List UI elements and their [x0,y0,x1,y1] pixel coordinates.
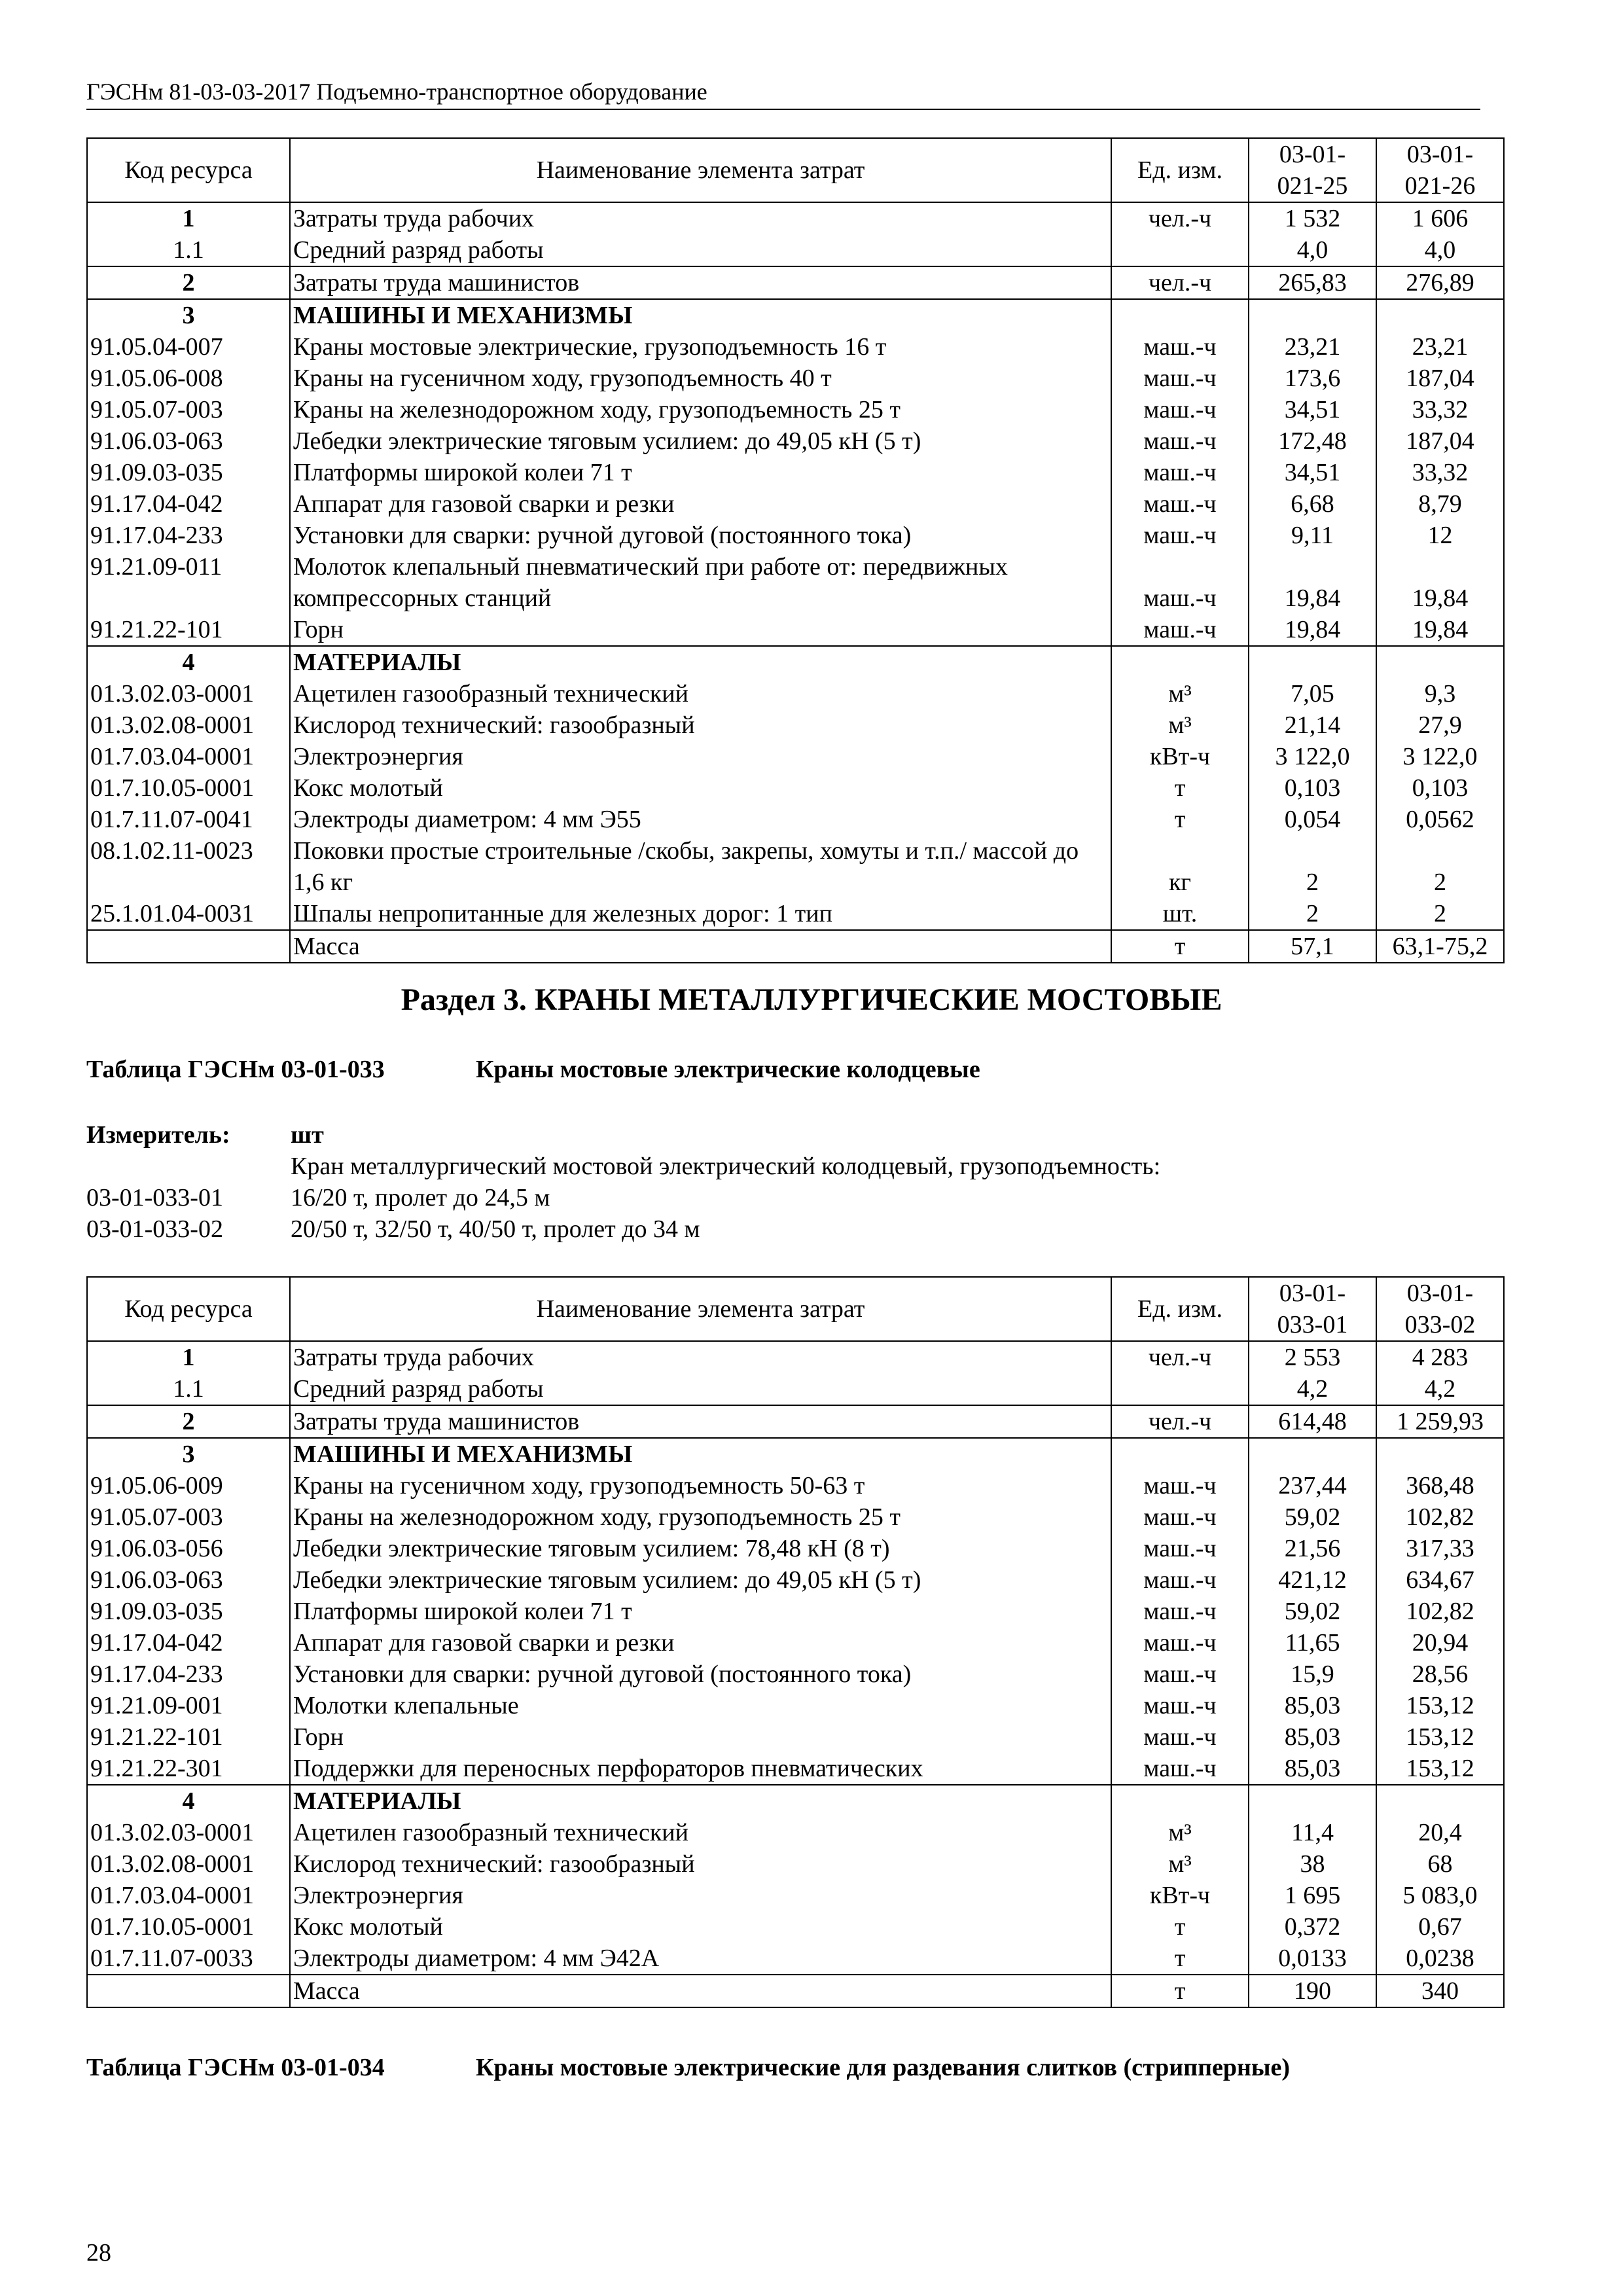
cell-name: Электроэнергия [290,1880,1111,1911]
cell-name: Поковки простые строительные /скобы, закрепы, хомуты и т.п./ массой до 1,6 кг [290,835,1111,898]
cell-name: Средний разряд работы [290,1373,1111,1405]
cell-code: 91.21.09-001 [87,1690,290,1721]
cell-unit: кВт-ч [1111,741,1249,772]
cell-value: 85,03 [1249,1721,1376,1753]
table-row [87,488,1504,520]
table-row [87,1373,1504,1405]
cell-value: 38 [1249,1848,1376,1880]
cell-value: 0,67 [1376,1911,1504,1943]
cell-name: Лебедки электрические тяговым усилием: до 49,05 кН (5 т) [290,425,1111,457]
cell-value: 0,054 [1249,804,1376,835]
cell-value: 11,4 [1249,1817,1376,1848]
cell-value [1376,299,1504,331]
cell-name: Поддержки для переносных перфораторов пневматических [290,1753,1111,1785]
cell-unit: маш.-ч [1111,488,1249,520]
cell-value: 21,14 [1249,709,1376,741]
cell-value [1249,1785,1376,1817]
cell-value: 7,05 [1249,678,1376,709]
cell-value: 0,372 [1249,1911,1376,1943]
cell-code: 91.17.04-042 [87,488,290,520]
cell-name: Кокс молотый [290,772,1111,804]
cell-code: 08.1.02.11-0023 [87,835,290,898]
cell-value: 187,04 [1376,363,1504,394]
header-name: Наименование элемента затрат [290,138,1111,202]
table-row [87,363,1504,394]
cell-unit: м³ [1111,709,1249,741]
cell-value [1249,646,1376,678]
table-row [87,1627,1504,1659]
cell-value: 0,0238 [1376,1943,1504,1975]
cell-code: 3 [87,299,290,331]
cell-code: 91.21.22-301 [87,1753,290,1785]
cell-name: Установки для сварки: ручной дуговой (постоянного тока) [290,520,1111,551]
cell-name: Аппарат для газовой сварки и резки [290,1627,1111,1659]
cell-value: 19,84 [1249,614,1376,646]
cell-code [87,1975,290,2007]
resource-table-033 [86,1276,1505,2008]
cell-name: МАТЕРИАЛЫ [290,1785,1111,1817]
table-row [87,1405,1504,1438]
cell-name: Масса [290,930,1111,963]
cell-code: 3 [87,1438,290,1470]
cell-code: 91.05.06-009 [87,1470,290,1501]
table-row [87,741,1504,772]
cell-unit [1111,234,1249,266]
table-caption-033 [86,1054,980,1085]
cell-code: 91.05.07-003 [87,1501,290,1533]
cell-name: Лебедки электрические тяговым усилием: до 49,05 кН (5 т) [290,1564,1111,1596]
cell-code: 01.3.02.08-0001 [87,709,290,741]
cell-unit: чел.-ч [1111,202,1249,234]
table-row [87,1533,1504,1564]
cell-unit [1111,1373,1249,1405]
cell-value: 19,84 [1249,551,1376,614]
table-caption-034 [86,2052,1290,2083]
cell-code: 91.09.03-035 [87,1596,290,1627]
cell-value: 6,68 [1249,488,1376,520]
header-norm-2 [1376,138,1504,202]
cell-name: Шпалы непропитанные для железных дорог: 1 тип [290,898,1111,930]
mass-row [87,930,1504,963]
cell-value: 153,12 [1376,1690,1504,1721]
cell-value: 21,56 [1249,1533,1376,1564]
cell-value [1249,299,1376,331]
cell-value: 3 122,0 [1376,741,1504,772]
header-norm-line: 03-01- [1279,141,1346,168]
cell-value: 85,03 [1249,1753,1376,1785]
header-norm-2 [1376,1277,1504,1341]
measure-unit: шт [291,1121,324,1149]
header-norm-line: 03-01- [1406,1280,1474,1307]
section-row [87,1438,1504,1470]
cell-value: 59,02 [1249,1501,1376,1533]
cell-unit: маш.-ч [1111,614,1249,646]
cell-value [1376,1438,1504,1470]
cell-unit: т [1111,930,1249,963]
measure-block [86,1119,1160,1245]
cell-unit [1111,1785,1249,1817]
section-row [87,1785,1504,1817]
cell-unit: маш.-ч [1111,1659,1249,1690]
section-row [87,646,1504,678]
cell-code: 1 [87,1341,290,1373]
cell-name: Молоток клепальный пневматический при работе от: передвижных компрессорных станций [290,551,1111,614]
cell-unit: маш.-ч [1111,1627,1249,1659]
cell-name: Кислород технический: газообразный [290,1848,1111,1880]
cell-value: 1 695 [1249,1880,1376,1911]
table-row [87,1659,1504,1690]
cell-unit: маш.-ч [1111,520,1249,551]
cell-unit: т [1111,1975,1249,2007]
table-row [87,1501,1504,1533]
cell-value: 3 122,0 [1249,741,1376,772]
cell-value: 9,11 [1249,520,1376,551]
header-code: Код ресурса [87,138,290,202]
cell-value: 34,51 [1249,394,1376,425]
cell-value: 1 532 [1249,202,1376,234]
table-row [87,804,1504,835]
cell-unit: маш.-ч [1111,425,1249,457]
table-row [87,1753,1504,1785]
table-row [87,614,1504,646]
cell-value: 421,12 [1249,1564,1376,1596]
cell-value: 59,02 [1249,1596,1376,1627]
cell-value: 614,48 [1249,1405,1376,1438]
cell-code: 1 [87,202,290,234]
cell-unit: маш.-ч [1111,1596,1249,1627]
cell-code: 01.7.10.05-0001 [87,1911,290,1943]
cell-code: 91.17.04-233 [87,1659,290,1690]
cell-code: 01.7.03.04-0001 [87,1880,290,1911]
cell-name: Кокс молотый [290,1911,1111,1943]
cell-code: 01.3.02.03-0001 [87,678,290,709]
cell-name: Краны на гусеничном ходу, грузоподъемность 50-63 т [290,1470,1111,1501]
table-row [87,709,1504,741]
cell-value: 0,103 [1249,772,1376,804]
cell-value: 1 606 [1376,202,1504,234]
cell-code: 91.06.03-056 [87,1533,290,1564]
cell-value: 0,103 [1376,772,1504,804]
cell-value: 12 [1376,520,1504,551]
cell-unit: маш.-ч [1111,1721,1249,1753]
cell-value: 2 [1376,835,1504,898]
cell-value: 1 259,93 [1376,1405,1504,1438]
measure-item-code: 03-01-033-02 [86,1215,223,1243]
cell-name: Ацетилен газообразный технический [290,678,1111,709]
cell-unit: м³ [1111,1817,1249,1848]
cell-value: 237,44 [1249,1470,1376,1501]
cell-value: 15,9 [1249,1659,1376,1690]
table-row [87,1341,1504,1373]
cell-code: 01.7.03.04-0001 [87,741,290,772]
header-norm-line: 021-25 [1277,172,1348,200]
table-row [87,835,1504,898]
cell-value: 28,56 [1376,1659,1504,1690]
table-row [87,1721,1504,1753]
cell-name: Краны на железнодорожном ходу, грузоподъемность 25 т [290,394,1111,425]
cell-name: Горн [290,1721,1111,1753]
cell-name: Масса [290,1975,1111,2007]
table-caption-label: Таблица ГЭСНм 03-01-034 [86,2054,385,2081]
cell-value: 317,33 [1376,1533,1504,1564]
cell-value: 4,0 [1249,234,1376,266]
cell-name: Аппарат для газовой сварки и резки [290,488,1111,520]
cell-value: 190 [1249,1975,1376,2007]
cell-code: 91.21.22-101 [87,1721,290,1753]
cell-name: Лебедки электрические тяговым усилием: 78,48 кН (8 т) [290,1533,1111,1564]
cell-name: Краны на железнодорожном ходу, грузоподъемность 25 т [290,1501,1111,1533]
cell-value: 9,3 [1376,678,1504,709]
cell-value: 368,48 [1376,1470,1504,1501]
cell-code: 1.1 [87,234,290,266]
header-norm-line: 021-26 [1404,172,1476,200]
table-row [87,1848,1504,1880]
cell-value: 23,21 [1249,331,1376,363]
cell-unit: т [1111,772,1249,804]
cell-name: Платформы широкой колеи 71 т [290,457,1111,488]
cell-value: 4 283 [1376,1341,1504,1373]
header-norm-line: 033-01 [1277,1311,1348,1338]
cell-code: 91.05.07-003 [87,394,290,425]
cell-code: 91.05.06-008 [87,363,290,394]
table-row [87,1564,1504,1596]
cell-value: 2 [1376,898,1504,930]
cell-unit: маш.-ч [1111,1501,1249,1533]
cell-value: 8,79 [1376,488,1504,520]
measure-label: Измеритель: [86,1121,230,1149]
cell-code: 91.21.09-011 [87,551,290,614]
cell-value: 153,12 [1376,1721,1504,1753]
header-norm-line: 03-01- [1279,1280,1346,1307]
cell-unit: маш.-ч [1111,363,1249,394]
cell-unit: маш.-ч [1111,1470,1249,1501]
cell-value: 68 [1376,1848,1504,1880]
header-name: Наименование элемента затрат [290,1277,1111,1341]
measure-item-text: 20/50 т, 32/50 т, 40/50 т, пролет до 34 м [291,1215,700,1243]
table-row [87,1911,1504,1943]
cell-value: 634,67 [1376,1564,1504,1596]
cell-unit: т [1111,1911,1249,1943]
table-header-row [87,1277,1504,1341]
measure-item-code: 03-01-033-01 [86,1184,223,1211]
cell-unit: чел.-ч [1111,1341,1249,1373]
cell-value: 173,6 [1249,363,1376,394]
cell-unit: т [1111,1943,1249,1975]
cell-value: 187,04 [1376,425,1504,457]
table-row [87,1943,1504,1975]
cell-name: Кислород технический: газообразный [290,709,1111,741]
table-row [87,1596,1504,1627]
cell-code: 01.7.11.07-0041 [87,804,290,835]
table-header-row [87,138,1504,202]
cell-name: Горн [290,614,1111,646]
running-header: ГЭСНм 81-03-03-2017 Подъемно-транспортное оборудование [86,77,1480,110]
cell-value: 265,83 [1249,266,1376,299]
cell-unit: м³ [1111,678,1249,709]
cell-code: 01.7.11.07-0033 [87,1943,290,1975]
table-row [87,1817,1504,1848]
cell-unit: маш.-ч [1111,1690,1249,1721]
table-row [87,266,1504,299]
cell-code: 91.05.04-007 [87,331,290,363]
section-title: Раздел 3. КРАНЫ МЕТАЛЛУРГИЧЕСКИЕ МОСТОВЫЕ [401,982,1222,1017]
mass-row [87,1975,1504,2007]
cell-value: 23,21 [1376,331,1504,363]
cell-unit: т [1111,804,1249,835]
measure-item-text: 16/20 т, пролет до 24,5 м [291,1184,550,1211]
cell-code: 91.09.03-035 [87,457,290,488]
cell-name: Молотки клепальные [290,1690,1111,1721]
cell-unit [1111,299,1249,331]
cell-code: 4 [87,646,290,678]
table-row [87,202,1504,234]
measure-intro: Кран металлургический мостовой электрический колодцевый, грузоподъемность: [291,1153,1161,1180]
table-row [87,520,1504,551]
cell-code: 01.3.02.03-0001 [87,1817,290,1848]
table-row [87,772,1504,804]
table-caption-text: Краны мостовые электрические для раздевания слитков (стрипперные) [476,2054,1291,2081]
cell-name: Краны мостовые электрические, грузоподъемность 16 т [290,331,1111,363]
cell-name: Средний разряд работы [290,234,1111,266]
cell-value [1376,646,1504,678]
cell-value: 2 553 [1249,1341,1376,1373]
cell-value: 33,32 [1376,394,1504,425]
table-row [87,1690,1504,1721]
cell-unit: маш.-ч [1111,551,1249,614]
table-row [87,394,1504,425]
page-number: 28 [86,2239,111,2267]
cell-code: 4 [87,1785,290,1817]
cell-value: 102,82 [1376,1501,1504,1533]
cell-value: 27,9 [1376,709,1504,741]
cell-value: 11,65 [1249,1627,1376,1659]
table-caption-text: Краны мостовые электрические колодцевые [476,1056,980,1083]
cell-value: 172,48 [1249,425,1376,457]
cell-value: 340 [1376,1975,1504,2007]
table-caption-label: Таблица ГЭСНм 03-01-033 [86,1056,385,1083]
cell-unit: м³ [1111,1848,1249,1880]
cell-unit: маш.-ч [1111,331,1249,363]
cell-name: Электроэнергия [290,741,1111,772]
cell-unit: чел.-ч [1111,1405,1249,1438]
header-code: Код ресурса [87,1277,290,1341]
table-row [87,1470,1504,1501]
cell-unit: кг [1111,835,1249,898]
cell-value: 33,32 [1376,457,1504,488]
cell-code: 2 [87,1405,290,1438]
cell-name: Установки для сварки: ручной дуговой (постоянного тока) [290,1659,1111,1690]
cell-value: 153,12 [1376,1753,1504,1785]
cell-name: МАТЕРИАЛЫ [290,646,1111,678]
cell-unit: маш.-ч [1111,457,1249,488]
header-norm-line: 03-01- [1406,141,1474,168]
cell-code: 91.17.04-042 [87,1627,290,1659]
header-norm-1 [1249,138,1376,202]
table-row [87,678,1504,709]
cell-value: 0,0133 [1249,1943,1376,1975]
cell-name: Затраты труда рабочих [290,1341,1111,1373]
resource-table-021 [86,137,1505,963]
cell-name: Затраты труда машинистов [290,266,1111,299]
cell-value: 63,1-75,2 [1376,930,1504,963]
table-row [87,1880,1504,1911]
section-row [87,299,1504,331]
cell-name: МАШИНЫ И МЕХАНИЗМЫ [290,1438,1111,1470]
cell-value [1249,1438,1376,1470]
header-norm-line: 033-02 [1404,1311,1476,1338]
cell-code: 01.7.10.05-0001 [87,772,290,804]
cell-code: 91.21.22-101 [87,614,290,646]
cell-unit [1111,646,1249,678]
cell-value [1376,1785,1504,1817]
cell-name: Ацетилен газообразный технический [290,1817,1111,1848]
cell-value: 5 083,0 [1376,1880,1504,1911]
cell-name: Затраты труда рабочих [290,202,1111,234]
cell-value: 0,0562 [1376,804,1504,835]
cell-value: 4,2 [1376,1373,1504,1405]
cell-code: 01.3.02.08-0001 [87,1848,290,1880]
table-row [87,331,1504,363]
table-row [87,898,1504,930]
cell-name: Электроды диаметром: 4 мм Э55 [290,804,1111,835]
table-row [87,234,1504,266]
table-row [87,425,1504,457]
cell-value: 102,82 [1376,1596,1504,1627]
table-row [87,457,1504,488]
cell-name: Краны на гусеничном ходу, грузоподъемность 40 т [290,363,1111,394]
cell-code [87,930,290,963]
cell-unit: шт. [1111,898,1249,930]
cell-value: 4,0 [1376,234,1504,266]
header-unit: Ед. изм. [1111,1277,1249,1341]
cell-code: 2 [87,266,290,299]
cell-value: 85,03 [1249,1690,1376,1721]
cell-value: 2 [1249,898,1376,930]
header-unit: Ед. изм. [1111,138,1249,202]
cell-value: 2 [1249,835,1376,898]
cell-value: 20,4 [1376,1817,1504,1848]
cell-code: 25.1.01.04-0031 [87,898,290,930]
table-row [87,551,1504,614]
cell-unit: кВт-ч [1111,1880,1249,1911]
cell-name: Затраты труда машинистов [290,1405,1111,1438]
cell-code: 91.06.03-063 [87,1564,290,1596]
cell-value: 34,51 [1249,457,1376,488]
cell-name: МАШИНЫ И МЕХАНИЗМЫ [290,299,1111,331]
cell-unit: маш.-ч [1111,394,1249,425]
cell-code: 1.1 [87,1373,290,1405]
cell-value: 57,1 [1249,930,1376,963]
cell-unit [1111,1438,1249,1470]
cell-unit: маш.-ч [1111,1564,1249,1596]
header-norm-1 [1249,1277,1376,1341]
cell-value: 19,84 [1376,614,1504,646]
cell-name: Платформы широкой колеи 71 т [290,1596,1111,1627]
cell-code: 91.17.04-233 [87,520,290,551]
cell-unit: маш.-ч [1111,1533,1249,1564]
cell-value: 276,89 [1376,266,1504,299]
cell-unit: маш.-ч [1111,1753,1249,1785]
cell-code: 91.06.03-063 [87,425,290,457]
cell-name: Электроды диаметром: 4 мм Э42А [290,1943,1111,1975]
cell-value: 4,2 [1249,1373,1376,1405]
cell-value: 19,84 [1376,551,1504,614]
cell-unit: чел.-ч [1111,266,1249,299]
cell-value: 20,94 [1376,1627,1504,1659]
